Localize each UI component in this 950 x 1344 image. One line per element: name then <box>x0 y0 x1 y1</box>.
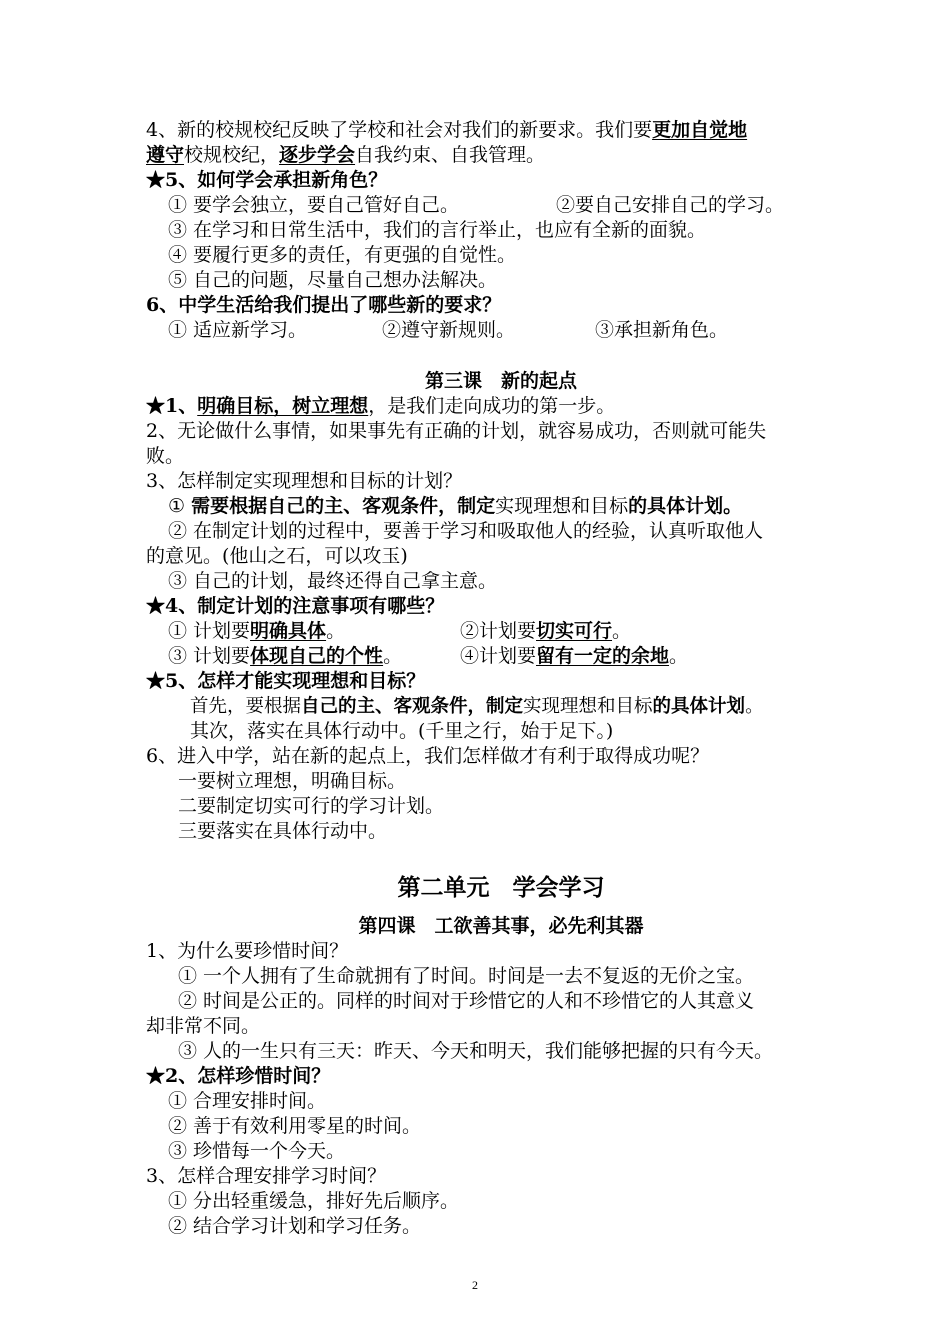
key-phrase: 逐步学会 <box>279 144 356 166</box>
lesson3-q4-heading: ★4、制定计划的注意事项有哪些？ <box>146 595 445 617</box>
q4-line1: 4、新的校规校纪反映了学校和社会对我们的新要求。我们要更加自觉地 <box>146 119 748 141</box>
q6-item1: ① 适应新学习。 <box>168 319 308 341</box>
lesson3-q5-heading: ★5、怎样才能实现理想和目标？ <box>146 670 426 692</box>
lesson3-q6-item2: 二要制定切实可行的学习计划。 <box>178 795 445 817</box>
key-phrase: 明确目标，树立理想 <box>197 395 369 417</box>
lesson3-q2-line1: 2、无论做什么事情，如果事先有正确的计划，就容易成功，否则就可能失 <box>146 420 767 442</box>
key-phrase: 更加自觉地 <box>652 119 748 141</box>
q5-item3: ③ 在学习和日常生活中，我们的言行举止，也应有全新的面貌。 <box>168 219 707 241</box>
lesson3-q4-row2: ③ 计划要体现自己的个性。 ④计划要留有一定的余地。 <box>168 645 689 667</box>
lesson3-q5-line2: 其次，落实在具体行动中。(千里之行，始于足下。) <box>190 720 614 742</box>
lesson3-q6-item1: 一要树立理想，明确目标。 <box>178 770 407 792</box>
lesson3-q2-line2: 败。 <box>146 445 185 467</box>
key-phrase: 遵守 <box>146 144 185 166</box>
lesson4-q1-item2-line2: 却非常不同。 <box>146 1015 261 1037</box>
lesson3-q3-item2-line2: 的意见。(他山之石，可以攻玉) <box>146 545 408 567</box>
lesson3-q3-item3: ③ 自己的计划，最终还得自己拿主意。 <box>168 570 498 592</box>
q6-item2: ②遵守新规则。 <box>382 319 516 341</box>
lesson3-q3-item1: ① 需要根据自己的主、客观条件，制定实现理想和目标的具体计划。 <box>168 495 743 517</box>
q5-item5: ⑤ 自己的问题，尽量自己想办法解决。 <box>168 269 498 291</box>
page-number: 2 <box>472 1278 478 1292</box>
q5-item2: ②要自己安排自己的学习。 <box>556 194 785 216</box>
unit2-title: 第二单元 学会学习 <box>397 875 605 901</box>
q5-items-row1 <box>168 193 856 218</box>
q5-item1: ① 要学会独立，要自己管好自己。 <box>168 194 460 216</box>
q6-item3: ③承担新角色。 <box>595 319 729 341</box>
q6-items <box>168 318 856 343</box>
lesson3-q5-line1: 首先，要根据自己的主、客观条件，制定实现理想和目标的具体计划。 <box>190 696 764 717</box>
lesson3-q4-row1: ① 计划要明确具体。 ②计划要切实可行。 <box>168 620 632 642</box>
key-phrase: 切实可行 <box>536 620 613 642</box>
q5-heading: ★5、如何学会承担新角色？ <box>146 169 388 191</box>
key-phrase: 体现自己的个性 <box>250 645 384 667</box>
lesson4-q3-item1: ① 分出轻重缓急，排好先后顺序。 <box>168 1190 460 1212</box>
lesson4-q3-item2: ② 结合学习计划和学习任务。 <box>168 1215 422 1237</box>
q6-heading: 6、中学生活给我们提出了哪些新的要求？ <box>146 294 502 316</box>
lesson4-title: 第四课 工欲善其事，必先利其器 <box>358 915 644 937</box>
lesson4-q1-heading: 1、为什么要珍惜时间？ <box>146 940 349 962</box>
lesson4-q1-item3: ③ 人的一生只有三天：昨天、今天和明天，我们能够把握的只有今天。 <box>178 1040 774 1062</box>
lesson3-q3-item2-line1: ② 在制定计划的过程中，要善于学习和吸取他人的经验，认真听取他人 <box>168 520 764 542</box>
lesson3-q3-heading: 3、怎样制定实现理想和目标的计划？ <box>146 470 463 492</box>
lesson4-q2-item1: ① 合理安排时间。 <box>168 1090 327 1112</box>
lesson4-q3-heading: 3、怎样合理安排学习时间？ <box>146 1165 387 1187</box>
lesson3-q1: ★1、明确目标，树立理想，是我们走向成功的第一步。 <box>146 395 616 417</box>
lesson3-title: 第三课 新的起点 <box>424 370 577 392</box>
lesson4-q2-heading: ★2、怎样珍惜时间？ <box>146 1065 331 1087</box>
lesson4-q1-item1: ① 一个人拥有了生命就拥有了时间。时间是一去不复返的无价之宝。 <box>178 965 755 987</box>
key-phrase: 留有一定的余地 <box>536 645 670 667</box>
q4-line2: 遵守校规校纪，逐步学会自我约束、自我管理。 <box>146 144 546 166</box>
key-phrase: 明确具体 <box>250 620 327 642</box>
lesson3-q6-item3: 三要落实在具体行动中。 <box>178 820 388 842</box>
lesson4-q2-item3: ③ 珍惜每一个今天。 <box>168 1140 346 1162</box>
lesson3-q6-heading: 6、进入中学，站在新的起点上，我们怎样做才有利于取得成功呢？ <box>146 745 710 767</box>
lesson4-q1-item2-line1: ② 时间是公正的。同样的时间对于珍惜它的人和不珍惜它的人其意义 <box>178 990 755 1012</box>
lesson4-q2-item2: ② 善于有效利用零星的时间。 <box>168 1115 422 1137</box>
q5-item4: ④ 要履行更多的责任，有更强的自觉性。 <box>168 244 517 266</box>
